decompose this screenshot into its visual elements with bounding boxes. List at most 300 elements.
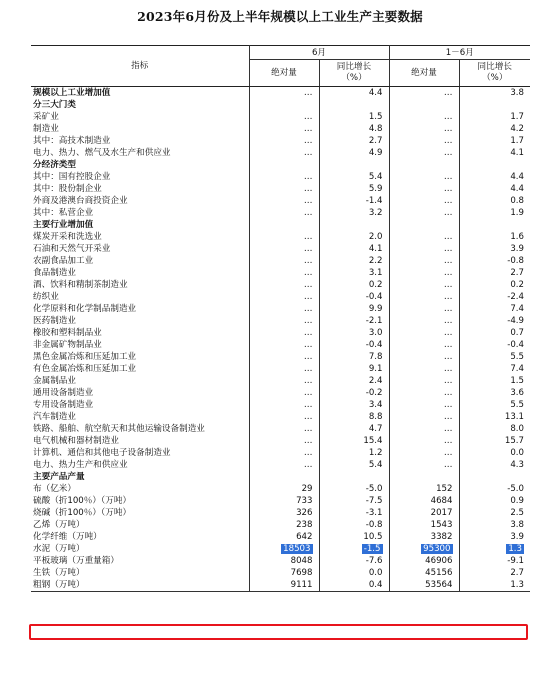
june-absolute-text: …: [303, 196, 313, 206]
june-absolute-text: …: [303, 448, 313, 458]
row-name-text: 硫酸（折100％）（万吨）: [33, 496, 132, 506]
row-name-text: 农副食品加工业: [33, 256, 94, 266]
row-name: [31, 435, 249, 447]
h1-yoy: [459, 99, 530, 111]
june-absolute-text: …: [303, 124, 313, 134]
h1-absolute: [389, 411, 459, 423]
h1-yoy-text: 7.4: [510, 304, 524, 314]
table-row: [31, 567, 530, 579]
h1-yoy: [459, 459, 530, 471]
h1-yoy-text: 0.7: [510, 328, 524, 338]
table-row: [31, 207, 530, 219]
june-absolute-text: …: [303, 256, 313, 266]
row-name-text: 分经济类型: [33, 160, 76, 170]
june-absolute: [249, 123, 319, 135]
june-absolute-text: …: [303, 412, 313, 422]
h1-absolute: [389, 519, 459, 531]
h1-absolute-text: …: [443, 136, 453, 146]
june-absolute: [249, 447, 319, 459]
june-absolute-text: …: [303, 280, 313, 290]
june-yoy-text: 5.4: [368, 460, 383, 470]
june-absolute-text: …: [303, 148, 313, 158]
h1-absolute-text: 4684: [430, 496, 453, 506]
h1-yoy-text: -4.9: [507, 316, 524, 326]
june-yoy-text: -1.4: [365, 196, 383, 206]
row-name: [31, 315, 249, 327]
h1-yoy-text: 2.7: [510, 568, 524, 578]
h1-absolute-text: …: [443, 148, 453, 158]
h1-yoy-text: 1.7: [510, 112, 524, 122]
row-name-text: 酒、饮料和精制茶制造业: [33, 280, 128, 290]
june-absolute: [249, 147, 319, 159]
june-absolute: [249, 579, 319, 592]
h1-yoy-text: 1.3: [510, 580, 524, 590]
h1-yoy: [459, 123, 530, 135]
june-yoy: [319, 435, 389, 447]
h1-absolute-text: …: [443, 124, 453, 134]
june-yoy-text: 2.2: [368, 256, 383, 266]
h1-absolute: [389, 375, 459, 387]
page-title: 2023年6月份及上半年规模以上工业生产主要数据: [137, 9, 423, 24]
row-name-text: 通用设备制造业: [33, 388, 94, 398]
row-name: [31, 87, 249, 100]
row-name: [31, 255, 249, 267]
june-absolute: [249, 207, 319, 219]
table-row: [31, 147, 530, 159]
june-absolute: [249, 435, 319, 447]
row-name: [31, 579, 249, 592]
h1-yoy: [459, 291, 530, 303]
june-yoy: [319, 447, 389, 459]
h1-absolute: [389, 447, 459, 459]
june-absolute-text: …: [303, 436, 313, 446]
h1-absolute: [389, 135, 459, 147]
june-absolute-text: …: [303, 424, 313, 434]
june-absolute-text: …: [303, 328, 313, 338]
row-name-text: 医药制造业: [33, 316, 76, 326]
june-yoy-text: 7.8: [368, 352, 383, 362]
june-absolute-text: …: [303, 304, 313, 314]
june-absolute: [249, 99, 319, 111]
table-row: [31, 267, 530, 279]
june-yoy: [319, 171, 389, 183]
june-absolute-text: …: [303, 184, 313, 194]
table-row: [31, 423, 530, 435]
header-h1-yoy: 同比增长 （%）: [459, 60, 530, 87]
table-row: [31, 447, 530, 459]
table-row: [31, 339, 530, 351]
row-name: [31, 363, 249, 375]
table-row: [31, 375, 530, 387]
row-name-text: 其中：国有控股企业: [33, 172, 111, 182]
june-absolute-text: …: [303, 88, 313, 98]
h1-yoy-text: 8.0: [510, 424, 524, 434]
h1-absolute: [389, 303, 459, 315]
june-yoy-text: -7.5: [365, 496, 383, 506]
june-absolute-text: …: [303, 400, 313, 410]
h1-yoy: [459, 243, 530, 255]
row-name: [31, 123, 249, 135]
row-name: [31, 291, 249, 303]
h1-yoy-text: 4.3: [510, 460, 524, 470]
table-row: [31, 99, 530, 111]
h1-yoy: [459, 543, 530, 555]
h1-yoy-text: 5.5: [510, 352, 524, 362]
table-row: [31, 123, 530, 135]
h1-absolute-text: …: [443, 364, 453, 374]
june-yoy: [319, 315, 389, 327]
june-yoy: [319, 363, 389, 375]
june-yoy-text: 3.0: [368, 328, 383, 338]
june-absolute-text: 9111: [290, 580, 313, 590]
june-yoy: [319, 339, 389, 351]
h1-absolute-text: 152: [436, 484, 453, 494]
h1-yoy: [459, 363, 530, 375]
h1-absolute: [389, 435, 459, 447]
header-jan-jun: 1－6月: [389, 46, 530, 60]
june-yoy: [319, 387, 389, 399]
june-absolute: [249, 279, 319, 291]
row-name-text: 平板玻璃（万重量箱）: [33, 556, 119, 566]
h1-yoy-text: 4.4: [510, 172, 524, 182]
row-name-text: 石油和天然气开采业: [33, 244, 111, 254]
h1-yoy-text: 1.3: [508, 544, 522, 554]
h1-yoy: [459, 471, 530, 483]
june-yoy: [319, 519, 389, 531]
june-yoy: [319, 243, 389, 255]
june-absolute: [249, 423, 319, 435]
june-yoy-text: 0.2: [368, 280, 383, 290]
june-absolute: [249, 267, 319, 279]
h1-yoy: [459, 423, 530, 435]
row-name: [31, 507, 249, 519]
row-name: [31, 183, 249, 195]
h1-yoy: [459, 519, 530, 531]
june-yoy-text: -1.5: [363, 544, 381, 554]
h1-yoy: [459, 159, 530, 171]
h1-yoy: [459, 399, 530, 411]
june-yoy-text: 4.8: [368, 124, 383, 134]
row-name: [31, 495, 249, 507]
row-name-text: 制造业: [33, 124, 59, 134]
table-row: [31, 579, 530, 592]
june-absolute: [249, 195, 319, 207]
h1-absolute: [389, 459, 459, 471]
h1-yoy: [459, 375, 530, 387]
june-yoy: [319, 255, 389, 267]
h1-absolute-text: …: [443, 232, 453, 242]
june-absolute-text: …: [303, 340, 313, 350]
june-absolute: [249, 567, 319, 579]
h1-absolute-text: …: [443, 352, 453, 362]
june-yoy: [319, 495, 389, 507]
june-absolute-text: …: [303, 112, 313, 122]
june-absolute: [249, 327, 319, 339]
june-absolute: [249, 363, 319, 375]
h1-absolute: [389, 291, 459, 303]
row-name-text: 化学原料和化学制品制造业: [33, 304, 137, 314]
june-yoy: [319, 423, 389, 435]
h1-absolute: [389, 495, 459, 507]
header-june: 6月: [249, 46, 389, 60]
table-row: [31, 231, 530, 243]
june-absolute-text: …: [303, 244, 313, 254]
h1-yoy-text: 3.9: [510, 532, 524, 542]
h1-yoy: [459, 171, 530, 183]
header-h1-absolute: 绝对量: [389, 60, 459, 87]
row-name-text: 电力、热力生产和供应业: [33, 460, 128, 470]
row-name: [31, 351, 249, 363]
row-name: [31, 531, 249, 543]
june-absolute-text: …: [303, 292, 313, 302]
table-row: [31, 315, 530, 327]
june-absolute: [249, 219, 319, 231]
h1-absolute: [389, 219, 459, 231]
june-yoy: [319, 111, 389, 123]
h1-yoy: [459, 579, 530, 592]
h1-absolute: [389, 255, 459, 267]
row-name-text: 电力、热力、燃气及水生产和供应业: [33, 148, 171, 158]
h1-yoy: [459, 87, 530, 100]
june-absolute-text: …: [303, 388, 313, 398]
june-absolute: [249, 243, 319, 255]
row-name-text: 金属制品业: [33, 376, 76, 386]
june-yoy-text: -2.1: [365, 316, 383, 326]
h1-yoy-text: 15.7: [504, 436, 524, 446]
h1-absolute: [389, 267, 459, 279]
june-yoy-text: 10.5: [363, 532, 383, 542]
h1-yoy: [459, 195, 530, 207]
june-yoy-text: 4.9: [368, 148, 383, 158]
table-row: [31, 519, 530, 531]
h1-absolute: [389, 207, 459, 219]
june-yoy: [319, 147, 389, 159]
june-yoy: [319, 267, 389, 279]
june-absolute-text: …: [303, 364, 313, 374]
h1-absolute-text: …: [443, 400, 453, 410]
row-name: [31, 111, 249, 123]
h1-yoy: [459, 447, 530, 459]
h1-yoy: [459, 507, 530, 519]
h1-absolute-text: 53564: [425, 580, 453, 590]
h1-yoy: [459, 387, 530, 399]
june-yoy-text: 1.2: [368, 448, 383, 458]
h1-yoy: [459, 483, 530, 495]
table-row: [31, 399, 530, 411]
table-row: [31, 411, 530, 423]
h1-yoy: [459, 255, 530, 267]
june-absolute-text: 238: [296, 520, 313, 530]
header-june-yoy: 同比增长 （%）: [319, 60, 389, 87]
h1-yoy: [459, 135, 530, 147]
row-name: [31, 99, 249, 111]
row-name: [31, 555, 249, 567]
h1-yoy-text: -9.1: [507, 556, 524, 566]
table-row: [31, 111, 530, 123]
row-name: [31, 195, 249, 207]
june-yoy: [319, 471, 389, 483]
june-yoy-text: 3.2: [368, 208, 383, 218]
row-name-text: 铁路、船舶、航空航天和其他运输设备制造业: [33, 424, 205, 434]
table-row: [31, 243, 530, 255]
row-name: [31, 447, 249, 459]
h1-yoy: [459, 231, 530, 243]
h1-yoy-text: 1.5: [510, 376, 524, 386]
june-yoy: [319, 99, 389, 111]
row-name: [31, 411, 249, 423]
june-yoy: [319, 87, 389, 100]
h1-absolute: [389, 171, 459, 183]
june-yoy: [319, 183, 389, 195]
h1-absolute: [389, 159, 459, 171]
june-yoy-text: 2.7: [368, 136, 383, 146]
row-name-text: 采矿业: [33, 112, 59, 122]
h1-absolute: [389, 579, 459, 592]
june-yoy-text: 4.7: [368, 424, 383, 434]
h1-yoy: [459, 351, 530, 363]
june-yoy: [319, 411, 389, 423]
row-name-text: 其中：股份制企业: [33, 184, 102, 194]
h1-yoy-text: 2.7: [510, 268, 524, 278]
table-row: [31, 171, 530, 183]
june-absolute-text: …: [303, 376, 313, 386]
june-yoy-text: -7.6: [365, 556, 383, 566]
h1-absolute-text: 45156: [425, 568, 453, 578]
june-yoy-text: 8.8: [368, 412, 383, 422]
june-yoy: [319, 135, 389, 147]
row-name-text: 布（亿米）: [33, 484, 76, 494]
h1-absolute-text: …: [443, 376, 453, 386]
row-name: [31, 135, 249, 147]
h1-yoy-text: 3.8: [510, 88, 524, 98]
june-absolute: [249, 495, 319, 507]
h1-yoy: [459, 219, 530, 231]
june-absolute: [249, 291, 319, 303]
h1-yoy-text: 1.9: [510, 208, 524, 218]
h1-absolute: [389, 315, 459, 327]
row-name: [31, 171, 249, 183]
june-yoy: [319, 483, 389, 495]
june-yoy: [319, 543, 389, 555]
june-absolute: [249, 87, 319, 100]
h1-absolute-text: …: [443, 424, 453, 434]
june-yoy: [319, 507, 389, 519]
h1-absolute-text: …: [443, 184, 453, 194]
h1-yoy-text: 0.0: [510, 448, 524, 458]
table-row: [31, 183, 530, 195]
june-yoy-text: 4.4: [368, 88, 383, 98]
h1-absolute-text: …: [443, 292, 453, 302]
june-absolute-text: …: [303, 232, 313, 242]
june-absolute-text: 326: [296, 508, 313, 518]
row-name: [31, 519, 249, 531]
table-row: [31, 279, 530, 291]
h1-yoy: [459, 279, 530, 291]
row-name-text: 有色金属冶炼和压延加工业: [33, 364, 137, 374]
june-absolute: [249, 399, 319, 411]
table-row: [31, 555, 530, 567]
h1-absolute-text: 1543: [430, 520, 453, 530]
row-name-text: 汽车制造业: [33, 412, 76, 422]
h1-yoy-text: 2.5: [510, 508, 524, 518]
table-row: [31, 543, 530, 555]
june-yoy-text: -3.1: [365, 508, 383, 518]
h1-absolute: [389, 111, 459, 123]
table-row: [31, 219, 530, 231]
h1-absolute-text: …: [443, 460, 453, 470]
june-absolute-text: 642: [296, 532, 313, 542]
june-yoy-text: -5.0: [365, 484, 383, 494]
row-name-text: 规模以上工业增加值: [33, 88, 111, 98]
h1-yoy-text: 4.2: [510, 124, 524, 134]
june-absolute-text: 733: [296, 496, 313, 506]
row-name: [31, 375, 249, 387]
row-name: [31, 459, 249, 471]
row-name-text: 纺织业: [33, 292, 59, 302]
h1-yoy-text: -0.4: [507, 340, 524, 350]
h1-absolute-text: …: [443, 388, 453, 398]
h1-yoy: [459, 267, 530, 279]
june-absolute: [249, 351, 319, 363]
june-absolute: [249, 303, 319, 315]
june-yoy: [319, 351, 389, 363]
h1-absolute: [389, 507, 459, 519]
june-absolute-text: 7698: [290, 568, 313, 578]
row-name-text: 橡胶和塑料制品业: [33, 328, 102, 338]
h1-yoy-text: 1.6: [510, 232, 524, 242]
row-name-text: 其中：私营企业: [33, 208, 94, 218]
h1-absolute: [389, 147, 459, 159]
june-absolute: [249, 411, 319, 423]
h1-absolute-text: …: [443, 256, 453, 266]
june-absolute: [249, 183, 319, 195]
h1-yoy: [459, 411, 530, 423]
june-yoy-text: 15.4: [363, 436, 383, 446]
h1-absolute-text: …: [443, 412, 453, 422]
h1-yoy-text: 13.1: [504, 412, 524, 422]
june-yoy-text: 3.4: [368, 400, 383, 410]
table-row: [31, 327, 530, 339]
june-yoy: [319, 375, 389, 387]
row-name: [31, 339, 249, 351]
h1-yoy-text: 1.7: [510, 136, 524, 146]
row-name-text: 电气机械和器材制造业: [33, 436, 119, 446]
h1-absolute: [389, 543, 459, 555]
h1-yoy: [459, 567, 530, 579]
row-name-text: 非金属矿物制品业: [33, 340, 102, 350]
june-yoy: [319, 459, 389, 471]
table-row: [31, 435, 530, 447]
h1-absolute: [389, 195, 459, 207]
h1-absolute-text: …: [443, 340, 453, 350]
table-row: [31, 303, 530, 315]
row-name: [31, 567, 249, 579]
row-name-text: 主要行业增加值: [33, 220, 94, 230]
june-yoy: [319, 207, 389, 219]
h1-yoy-text: 0.2: [510, 280, 524, 290]
h1-absolute-text: …: [443, 172, 453, 182]
row-name: [31, 471, 249, 483]
table-row: [31, 87, 530, 100]
june-absolute: [249, 159, 319, 171]
h1-yoy: [459, 207, 530, 219]
june-absolute: [249, 315, 319, 327]
h1-absolute: [389, 363, 459, 375]
h1-absolute-text: …: [443, 196, 453, 206]
h1-yoy-text: -0.8: [507, 256, 524, 266]
june-absolute: [249, 459, 319, 471]
h1-yoy-text: 3.8: [510, 520, 524, 530]
